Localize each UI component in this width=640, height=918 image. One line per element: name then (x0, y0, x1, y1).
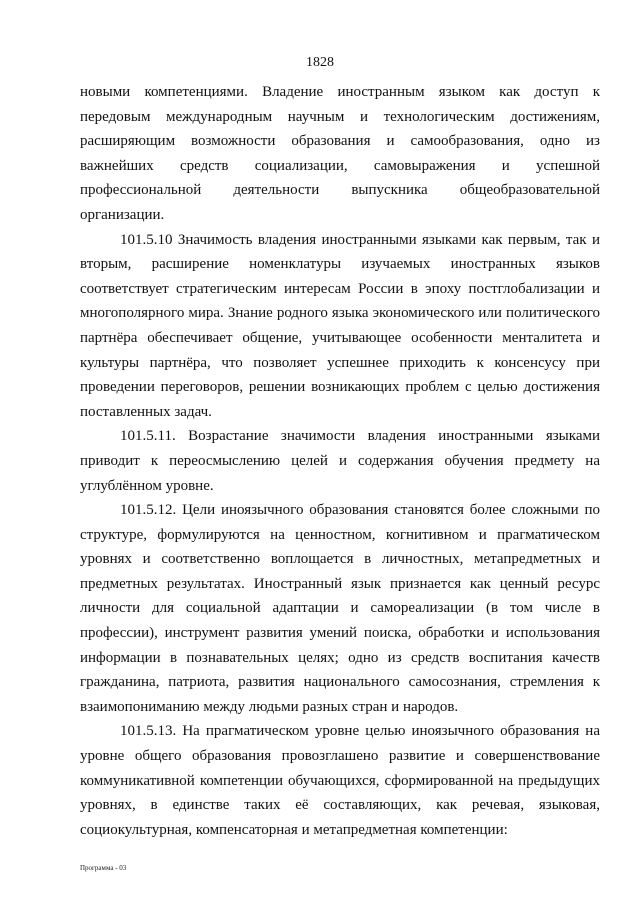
paragraph-101-5-13: 101.5.13. На прагматическом уровне целью иноязычного образования на уровне общего образования провозглашено развитие и совершенствование коммуникативной компетенции обучающихся, сформированной на предыдущих уровнях, в единстве таких её составляющих, как речевая, языковая, социокультурная, компенсаторная и метапредметная компетенции: (80, 723, 600, 838)
page-number: 1828 (306, 55, 334, 70)
footer-label: Программа - 03 (80, 864, 127, 872)
paragraph-101-5-11: 101.5.11. Возрастание значимости владения иностранными языками приводит к переосмыслению целей и содержания обучения предмету на углублённом уровне. (80, 428, 600, 494)
paragraph-continuation: новыми компетенциями. Владение иностранным языком как доступ к передовым международным научным и технологическим достижениям, расширяющим возможности образования и самообразования, одно из важнейших средств социализации, самовыражения и успешной профессиональной деятельности выпускника общеобразовательной организации. (80, 84, 600, 223)
document-body (80, 80, 600, 842)
paragraph-101-5-12: 101.5.12. Цели иноязычного образования становятся более сложными по структуре, формулируются на ценностном, когнитивном и прагматическом уровнях и соответственно воплощается в личностных, метапредметных и предметных результатах. Иностранный язык признается как ценный ресурс личности для социальной адаптации и самореализации (в том числе в профессии), инструмент развития умений поиска, обработки и использования информации в познавательных целях; одно из средств воспитания качеств гражданина, патриота, развития национального самосознания, стремления к взаимопониманию между людьми разных стран и народов. (80, 502, 600, 715)
paragraph-101-5-10: 101.5.10 Значимость владения иностранными языками как первым, так и вторым, расширение номенклатуры изучаемых иностранных языков соответствует стратегическим интересам России в эпоху постглобализации и многополярного мира. Знание родного языка экономического или политического партнёра обеспечивает общение, учитывающее особенности менталитета и культуры партнёра, что позволяет успешнее приходить к консенсусу при проведении переговоров, решении возникающих проблем с целью достижения поставленных задач. (80, 231, 600, 420)
